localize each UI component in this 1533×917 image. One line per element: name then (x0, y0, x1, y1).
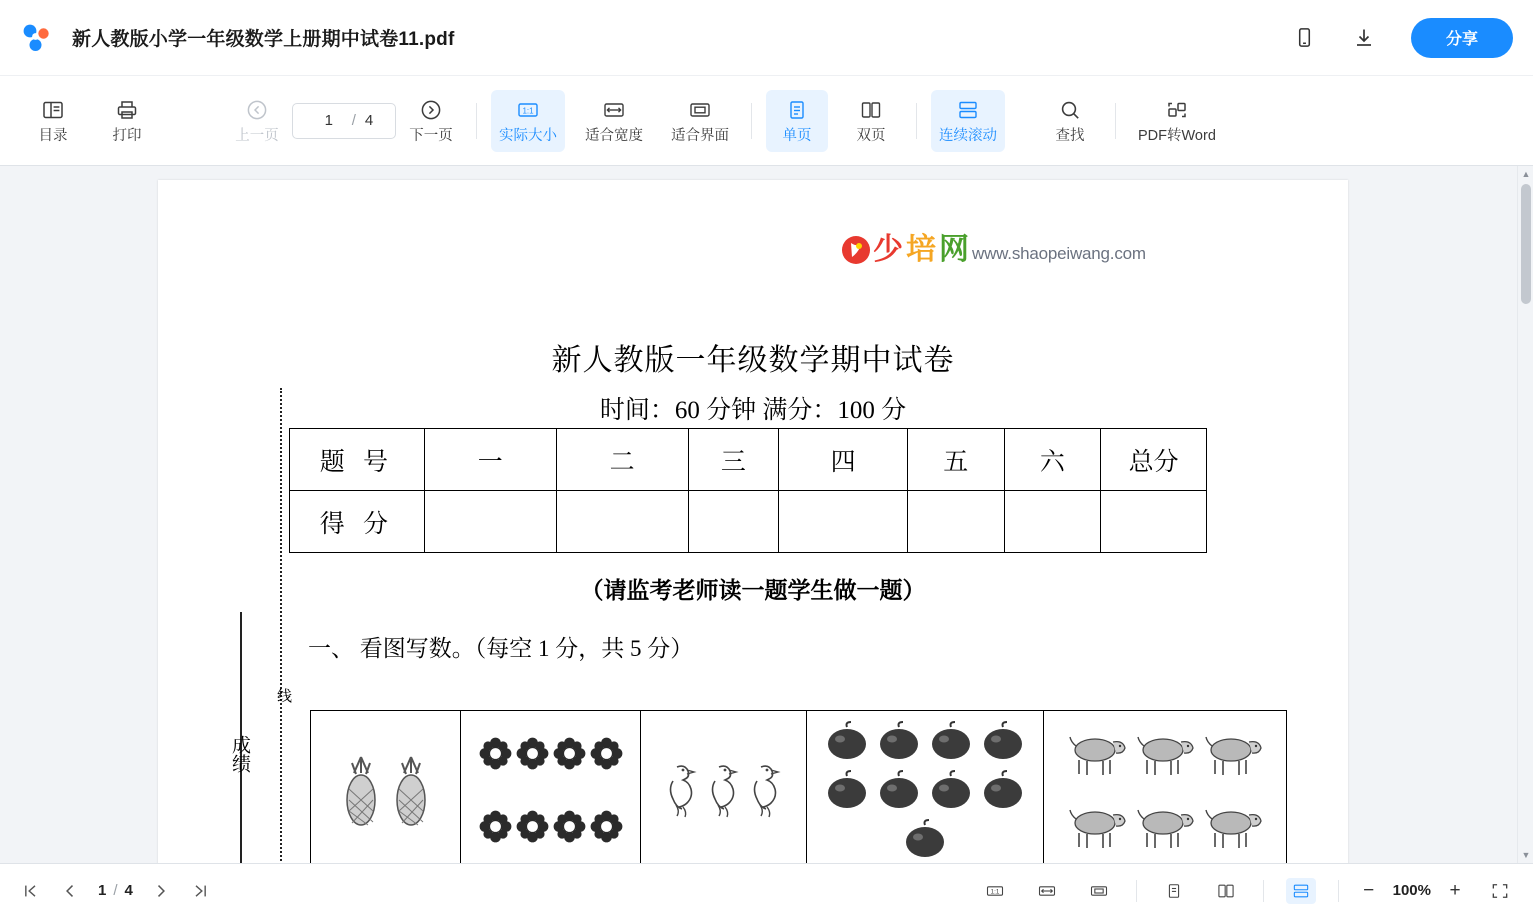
page-number-box[interactable] (292, 103, 396, 139)
tool-actual-size-label: 实际大小 (499, 127, 557, 144)
pdf-page-1 (158, 180, 1348, 863)
exam-note: （请监考老师读一题学生做一题） (580, 578, 926, 603)
outline-panel-icon (41, 98, 65, 122)
share-button-label: 分享 (1445, 31, 1478, 48)
status-page-separator: / (113, 882, 118, 899)
fit-width-icon (602, 98, 626, 122)
tool-continuous-scroll-label: 连续滚动 (939, 127, 997, 144)
status-continuous-scroll-icon[interactable] (1286, 878, 1316, 904)
flower-icon (590, 737, 623, 770)
score-table-header-cell: 三 (688, 429, 779, 491)
tool-fit-width[interactable] (577, 90, 651, 152)
status-fit-width-icon[interactable] (1032, 878, 1062, 904)
main-toolbar (0, 76, 1533, 166)
vertical-label-score: 成绩 (229, 735, 250, 773)
watermark-mark-icon (841, 235, 871, 265)
svg-text:1:1: 1:1 (990, 888, 999, 895)
cow-icon (1133, 801, 1197, 853)
flower-icon (516, 810, 549, 843)
apple-icon (823, 721, 871, 761)
toolbar-divider (476, 103, 477, 139)
status-page-current: 1 (98, 882, 107, 899)
last-page-icon[interactable] (189, 879, 213, 903)
score-table-header-cell: 四 (779, 429, 908, 491)
tool-print-label: 打印 (112, 127, 142, 144)
flower-icon (479, 737, 512, 770)
status-actual-size-icon[interactable] (980, 878, 1010, 904)
tool-next-page-label: 下一页 (409, 127, 453, 144)
zoom-level-label: 100% (1392, 882, 1431, 899)
apple-icon (979, 721, 1027, 761)
watermark-char-2: 培 (906, 233, 937, 266)
apple-icon (927, 770, 975, 810)
dual-page-icon (859, 98, 883, 122)
cow-icon (1133, 728, 1197, 780)
apple-icon (927, 721, 975, 761)
scroll-up-arrow-icon[interactable]: ▲ (1521, 169, 1531, 179)
cow-icon (1201, 728, 1265, 780)
scroll-down-arrow-icon[interactable]: ▼ (1521, 850, 1531, 860)
title-bar-actions (1287, 18, 1513, 58)
zoom-in-button[interactable]: + (1449, 879, 1461, 901)
tool-fit-page[interactable] (663, 90, 737, 152)
next-page-icon[interactable] (149, 879, 173, 903)
cow-icon (1065, 801, 1129, 853)
status-single-page-icon[interactable] (1159, 878, 1189, 904)
download-icon[interactable] (1347, 21, 1381, 55)
fit-page-icon (688, 98, 712, 122)
cow-icon (1201, 801, 1265, 853)
tool-print[interactable] (96, 90, 158, 152)
tool-outline[interactable] (22, 90, 84, 152)
score-table-cell (688, 491, 779, 553)
score-table-cell (1004, 491, 1101, 553)
pdf-to-word-icon (1165, 98, 1189, 122)
first-page-icon[interactable] (18, 879, 42, 903)
score-table-cell (908, 491, 1005, 553)
wps-pdf-logo (18, 19, 56, 57)
tool-prev-page[interactable] (226, 90, 288, 152)
score-table (289, 428, 1207, 553)
score-table-header-cell: 总分 (1101, 429, 1207, 491)
picture-cell-cows (1044, 711, 1286, 863)
pineapple-icon (338, 753, 384, 827)
watermark-url: www.shaopeiwang.com (972, 244, 1146, 263)
exam-subtitle: 时间：60 分钟 满分：100 分 (599, 397, 907, 424)
status-divider-1 (1136, 880, 1137, 902)
zoom-controls (1361, 880, 1463, 902)
apple-icon (875, 770, 923, 810)
status-view-controls (980, 878, 1515, 904)
watermark-logo (841, 235, 1146, 265)
tool-single-page-label: 单页 (782, 127, 812, 144)
duck-icon (705, 761, 743, 819)
search-icon (1058, 98, 1082, 122)
next-page-arrow-icon (419, 98, 443, 122)
pineapple-icon (388, 753, 434, 827)
flower-icon (590, 810, 623, 843)
toolbar-divider-2 (751, 103, 752, 139)
tool-prev-page-label: 上一页 (235, 127, 279, 144)
continuous-scroll-icon (956, 98, 980, 122)
tool-search[interactable] (1039, 90, 1101, 152)
tool-fit-page-label: 适合界面 (671, 127, 729, 144)
status-divider-3 (1338, 880, 1339, 902)
vertical-scrollbar[interactable] (1517, 166, 1533, 863)
apple-icon (823, 770, 871, 810)
status-page-total: 4 (124, 882, 133, 899)
page-title: 新人教版小学一年级数学上册期中试卷11.pdf (72, 29, 455, 50)
watermark-char-1: 少 (873, 233, 904, 266)
status-bar (0, 863, 1533, 917)
title-bar (0, 0, 1533, 76)
flower-icon (479, 810, 512, 843)
apple-icon (875, 721, 923, 761)
document-viewport[interactable] (0, 166, 1533, 863)
printer-icon (115, 98, 139, 122)
toolbar-divider-4 (1115, 103, 1116, 139)
picture-cell-ducks (641, 711, 807, 863)
status-page-indicator[interactable] (98, 882, 133, 899)
apple-icon (979, 770, 1027, 810)
dotted-fold-line (280, 388, 282, 863)
score-table-cell: 得 分 (290, 491, 425, 553)
tool-actual-size[interactable] (491, 90, 565, 152)
table-row (290, 491, 1207, 553)
duck-icon (663, 761, 701, 819)
tool-dual-page[interactable] (840, 90, 902, 152)
page-total: 4 (364, 112, 374, 129)
prev-page-icon[interactable] (58, 879, 82, 903)
toolbar-divider-3 (916, 103, 917, 139)
status-dual-page-icon[interactable] (1211, 878, 1241, 904)
svg-text:1:1: 1:1 (522, 106, 534, 116)
zoom-out-button[interactable]: − (1363, 879, 1375, 901)
cow-icon (1065, 728, 1129, 780)
table-row (290, 429, 1207, 491)
score-table-header-cell: 五 (908, 429, 1005, 491)
prev-page-arrow-icon (245, 98, 269, 122)
tool-pdf-to-word-label: PDF转Word (1138, 127, 1216, 144)
fullscreen-icon[interactable] (1485, 878, 1515, 904)
page-number-input[interactable] (315, 111, 343, 130)
vertical-label-line: 线 (275, 688, 291, 703)
score-table-header-cell: 题 号 (290, 429, 425, 491)
tool-dual-page-label: 双页 (856, 127, 886, 144)
watermark-char-3: 网 (939, 233, 970, 266)
score-table-cell (424, 491, 556, 553)
tool-outline-label: 目录 (38, 127, 68, 144)
picture-cell-pineapple (311, 711, 461, 863)
score-table-cell (1101, 491, 1207, 553)
share-button[interactable] (1411, 18, 1513, 58)
flower-icon (553, 737, 586, 770)
actual-size-icon (516, 98, 540, 122)
tool-single-page[interactable] (766, 90, 828, 152)
flower-icon (553, 810, 586, 843)
question-1-text: 一、 看图写数。（每空 1 分，共 5 分） (308, 636, 694, 661)
question-1-picture-row (310, 710, 1287, 863)
apple-icon (901, 819, 949, 859)
picture-cell-flowers (461, 711, 641, 863)
score-table-header-cell: 六 (1004, 429, 1101, 491)
tool-continuous-scroll[interactable] (931, 90, 1005, 152)
score-table-cell (779, 491, 908, 553)
picture-cell-apples (807, 711, 1044, 863)
tool-pdf-to-word[interactable] (1130, 90, 1224, 152)
page-separator: / (351, 112, 356, 129)
mobile-phone-icon[interactable] (1287, 21, 1321, 55)
duck-icon (747, 761, 785, 819)
score-table-header-cell: 一 (424, 429, 556, 491)
flower-icon (516, 737, 549, 770)
single-page-icon (785, 98, 809, 122)
tool-next-page[interactable] (400, 90, 462, 152)
page-navigation (18, 879, 213, 903)
status-divider-2 (1263, 880, 1264, 902)
score-table-cell (556, 491, 688, 553)
tool-search-label: 查找 (1055, 127, 1085, 144)
status-fit-page-icon[interactable] (1084, 878, 1114, 904)
score-table-header-cell: 二 (556, 429, 688, 491)
exam-title: 新人教版一年级数学期中试卷 (551, 344, 955, 377)
scrollbar-thumb[interactable] (1521, 184, 1531, 304)
tool-fit-width-label: 适合宽度 (585, 127, 643, 144)
